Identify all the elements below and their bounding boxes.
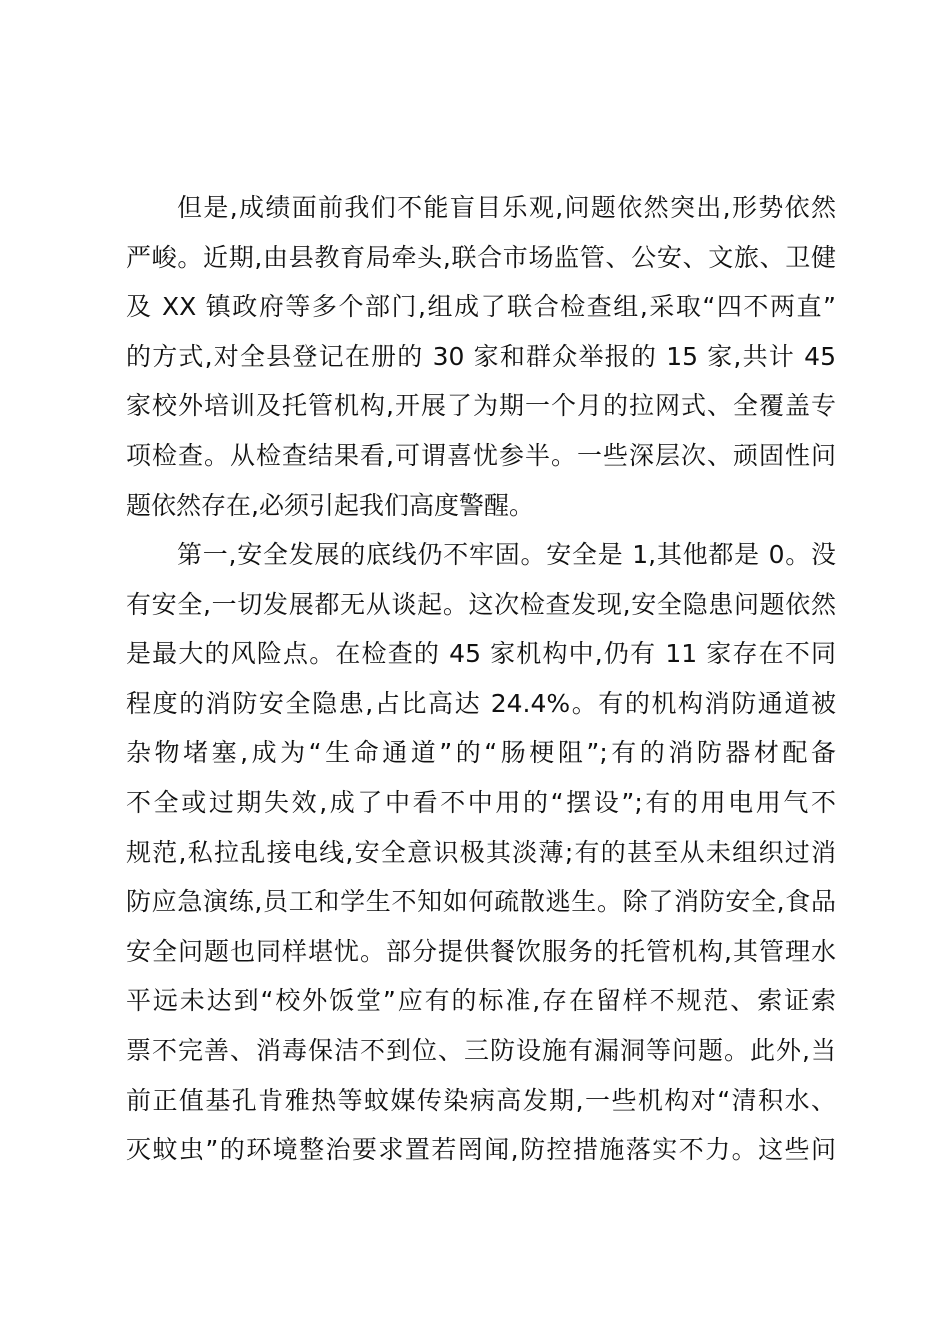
paragraph-line: 的方式,对全县登记在册的 30 家和群众举报的 15 家,共计 45 — [126, 341, 836, 371]
paragraph-line — [126, 1175, 836, 1225]
paragraph-line: 防应急演练,员工和学生不知如何疏散逃生。除了消防安全,食品 — [126, 887, 836, 917]
paragraph-line: 有安全,一切发展都无从谈起。这次检查发现,安全隐患问题依然 — [126, 589, 836, 619]
paragraph-1 — [126, 183, 836, 530]
paragraph-line: 及 XX 镇政府等多个部门,组成了联合检查组,采取“四不两直” — [126, 292, 836, 322]
paragraph-line: 不全或过期失效,成了中看不中用的“摆设”;有的用电用气不 — [126, 787, 836, 817]
paragraph-line: 程度的消防安全隐患,占比高达 24.4%。有的机构消防通道被 — [126, 688, 836, 718]
paragraph-line: 严峻。近期,由县教育局牵头,联合市场监管、公安、文旅、卫健 — [126, 242, 836, 272]
paragraph-line: 前正值基孔肯雅热等蚊媒传染病高发期,一些机构对“清积水、 — [126, 1085, 836, 1115]
paragraph-line: 灭蚊虫”的环境整治要求置若罔闻,防控措施落实不力。这些问 — [126, 1135, 836, 1165]
paragraph-line: 但是,成绩面前我们不能盲目乐观,问题依然突出,形势依然 — [177, 193, 836, 222]
paragraph-line: 家校外培训及托管机构,开展了为期一个月的拉网式、全覆盖专 — [126, 391, 836, 421]
paragraph-line: 安全问题也同样堪忧。部分提供餐饮服务的托管机构,其管理水 — [126, 936, 836, 966]
paragraph-line: 题依然存在,必须引起我们高度警醒。 — [126, 490, 534, 520]
paragraph-line: 第一,安全发展的底线仍不牢固。安全是 1,其他都是 0。没 — [177, 540, 836, 569]
paragraph-line: 票不完善、消毒保洁不到位、三防设施有漏洞等问题。此外,当 — [126, 1035, 836, 1065]
paragraph-line: 项检查。从检查结果看,可谓喜忧参半。一些深层次、顽固性问 — [126, 440, 836, 470]
paragraph-line: 杂物堵塞,成为“生命通道”的“肠梗阻”;有的消防器材配备 — [126, 738, 836, 768]
paragraph-line: 规范,私拉乱接电线,安全意识极其淡薄;有的甚至从未组织过消 — [126, 837, 836, 867]
paragraph-line: 平远未达到“校外饭堂”应有的标准,存在留样不规范、索证索 — [126, 986, 836, 1016]
paragraph-line: 是最大的风险点。在检查的 45 家机构中,仍有 11 家存在不同 — [126, 639, 836, 669]
paragraph-2 — [126, 530, 836, 1224]
